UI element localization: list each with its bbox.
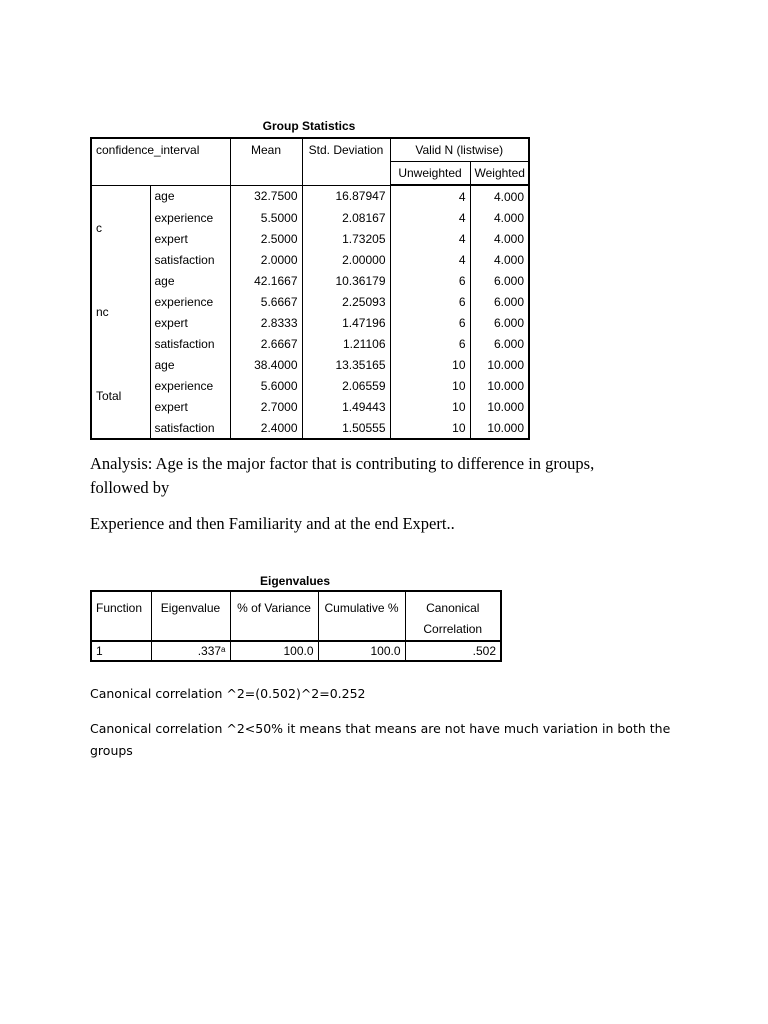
weighted-n: 6.000 (493, 315, 525, 330)
weighted-n: 4.000 (493, 189, 525, 204)
group-statistics-table (90, 137, 530, 440)
weighted-n: 6.000 (493, 294, 525, 309)
unweighted-n: 6 (390, 291, 470, 312)
ev-eigenvalue (151, 641, 230, 661)
header-weighted: Weighted (470, 162, 529, 186)
table-row (91, 417, 529, 439)
variable-name: satisfaction (150, 249, 230, 270)
unweighted-n: 10 (390, 396, 470, 417)
ev-eigenvalue-value: .337 (197, 644, 222, 658)
mean-value: 5.5000 (230, 207, 302, 228)
mean-value: 2.4000 (230, 417, 302, 439)
header-valid-n: Valid N (listwise) (390, 138, 529, 162)
weighted-n: 10.000 (487, 420, 525, 435)
note-canonical-squared: Canonical correlation ^2=(0.502)^2=0.252 (90, 686, 366, 701)
table-row (91, 249, 529, 270)
weighted-n: 10.000 (487, 378, 525, 393)
ev-cumulative: 100.0 (318, 641, 405, 661)
eigenvalues-title: Eigenvalues (259, 574, 331, 588)
table-row (91, 312, 529, 333)
table-row (91, 207, 529, 228)
std-deviation-value: 2.08167 (302, 207, 390, 228)
variable-name: age (150, 270, 230, 291)
weighted-n: 6.000 (493, 336, 525, 351)
ev-canonical-correlation: .502 (472, 644, 496, 658)
variable-name: satisfaction (150, 333, 230, 354)
std-deviation-value: 16.87947 (302, 185, 390, 207)
std-deviation-value: 10.36179 (302, 270, 390, 291)
analysis-line-3: Experience and then Familiarity and at the end Expert.. (90, 514, 455, 533)
weighted-n: 4.000 (493, 231, 525, 246)
table-row (91, 375, 529, 396)
unweighted-n: 4 (390, 249, 470, 270)
unweighted-n: 10 (390, 354, 470, 375)
variable-name: experience (150, 375, 230, 396)
analysis-paragraph (90, 452, 750, 500)
analysis-line-1: Analysis: Age is the major factor that is contributing to difference in groups, (90, 454, 595, 473)
mean-value: 2.7000 (230, 396, 302, 417)
std-deviation-value: 1.50555 (302, 417, 390, 439)
std-deviation-value: 2.06559 (302, 375, 390, 396)
std-deviation-value: 1.47196 (302, 312, 390, 333)
table-row (91, 228, 529, 249)
mean-value: 5.6000 (230, 375, 302, 396)
mean-value: 42.1667 (230, 270, 302, 291)
table-row (91, 270, 529, 291)
table-row (91, 333, 529, 354)
variable-name: experience (150, 207, 230, 228)
ev-eigenvalue-footnote: a (221, 645, 226, 654)
mean-value: 2.6667 (230, 333, 302, 354)
variable-name: satisfaction (150, 417, 230, 439)
group-statistics-title: Group Statistics (262, 119, 356, 133)
table-row (91, 641, 501, 661)
std-deviation-value: 1.73205 (302, 228, 390, 249)
group-label: Total (96, 389, 122, 403)
group-label: c (96, 220, 102, 235)
table-row (91, 291, 529, 312)
table-row (91, 185, 529, 207)
weighted-n: 10.000 (487, 357, 525, 372)
mean-value: 38.4000 (230, 354, 302, 375)
weighted-n: 4.000 (493, 210, 525, 225)
group-label: nc (96, 305, 109, 319)
table-row (91, 354, 529, 375)
ev-header-canonical-line2: Correlation (423, 622, 483, 636)
std-deviation-value: 1.49443 (302, 396, 390, 417)
mean-value: 2.8333 (230, 312, 302, 333)
ev-header-cumulative: Cumulative % (318, 591, 405, 641)
std-deviation-value: 1.21106 (302, 333, 390, 354)
unweighted-n: 4 (390, 207, 470, 228)
mean-value: 2.5000 (230, 228, 302, 249)
unweighted-n: 6 (390, 270, 470, 291)
note-interpretation-line-2: groups (90, 743, 133, 758)
analysis-line-2: followed by (90, 478, 170, 497)
ev-header-canonical-correlation (405, 591, 501, 641)
ev-header-pct-variance: % of Variance (230, 591, 318, 641)
std-deviation-value: 13.35165 (302, 354, 390, 375)
ev-header-eigenvalue: Eigenvalue (151, 591, 230, 641)
unweighted-n: 4 (390, 228, 470, 249)
unweighted-n: 4 (390, 185, 470, 207)
mean-value: 5.6667 (230, 291, 302, 312)
unweighted-n: 10 (390, 375, 470, 396)
ev-header-function: Function (91, 591, 151, 641)
header-grouping: confidence_interval (91, 138, 230, 185)
note-interpretation-line-1: Canonical correlation ^2<50% it means that means are not have much variation in both the (90, 721, 671, 736)
note-interpretation (90, 718, 760, 762)
ev-header-canonical-line1: Canonical (426, 601, 480, 615)
table-row (91, 396, 529, 417)
variable-name: age (150, 354, 230, 375)
variable-name: expert (150, 312, 230, 333)
variable-name: experience (150, 291, 230, 312)
eigenvalues-table (90, 590, 502, 662)
header-mean: Mean (230, 138, 302, 185)
mean-value: 32.7500 (230, 185, 302, 207)
ev-function: 1 (91, 641, 151, 661)
ev-pct-variance: 100.0 (230, 641, 318, 661)
variable-name: expert (150, 228, 230, 249)
std-deviation-value: 2.00000 (302, 249, 390, 270)
weighted-n: 4.000 (493, 252, 525, 267)
mean-value: 2.0000 (230, 249, 302, 270)
variable-name: expert (150, 396, 230, 417)
variable-name: age (150, 185, 230, 207)
std-deviation-value: 2.25093 (302, 291, 390, 312)
weighted-n: 10.000 (487, 399, 525, 414)
unweighted-n: 6 (390, 312, 470, 333)
unweighted-n: 6 (390, 333, 470, 354)
unweighted-n: 10 (390, 417, 470, 439)
header-std-deviation: Std. Deviation (302, 138, 390, 185)
weighted-n: 6.000 (493, 273, 525, 288)
header-unweighted: Unweighted (390, 162, 470, 186)
